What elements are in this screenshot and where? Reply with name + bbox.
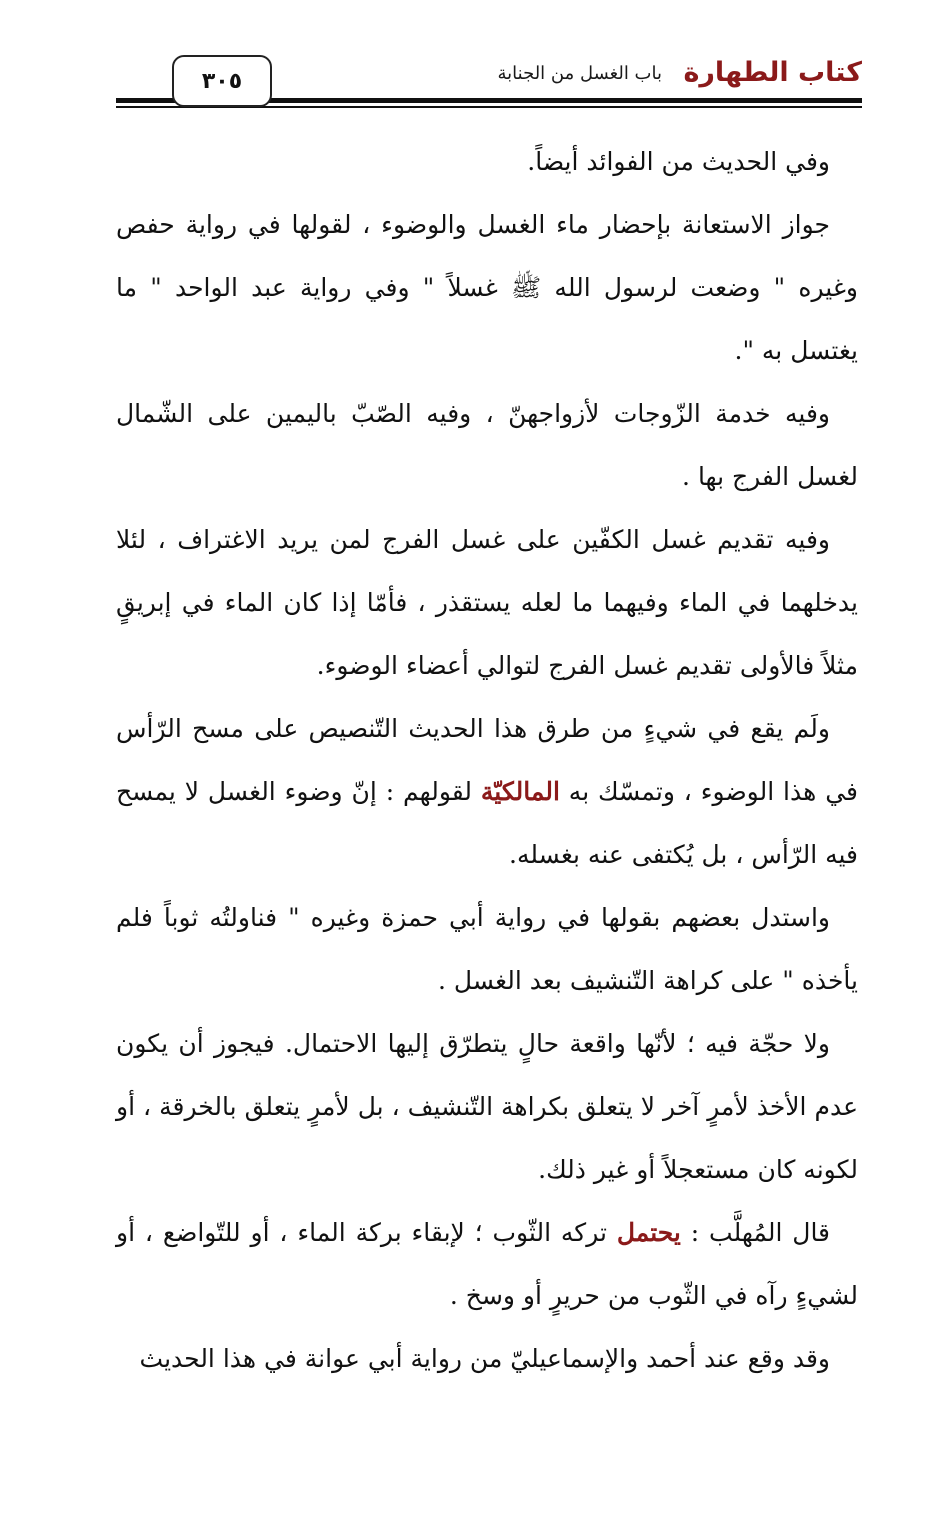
highlight-yahtamil: يحتمل [616, 1218, 681, 1247]
paragraph-5-text-end: لقولهم : إنّ وضوء الغسل لا يمسح فيه الرّأس ، بل يُكتفى عنه بغسله. [116, 777, 858, 869]
page-number: ٣٠٥ [172, 55, 272, 107]
book-title: كتاب الطهارة [683, 57, 862, 88]
paragraph-8 [116, 1201, 858, 1327]
page-body [116, 130, 858, 1390]
paragraph-7: ولا حجّة فيه ؛ لأنّها واقعة حالٍ يتطرّق إليها الاحتمال. فيجوز أن يكون عدم الأخذ لأمرٍ آخر لا يتعلق بكراهة التّنشيف ، بل لأمرٍ يتعلق بالخرقة ، أو لكونه كان مستعجلاً أو غير ذلك. [116, 1029, 858, 1184]
paragraph-3: وفيه خدمة الزّوجات لأزواجهنّ ، وفيه الصّبّ باليمين على الشّمال لغسل الفرج بها . [116, 399, 858, 491]
paragraph-8-text-end: تركه الثّوب ؛ لإبقاء بركة الماء ، أو للتّواضع ، أو لشيءٍ رآه في الثّوب من حريرٍ أو وسخ . [116, 1218, 858, 1310]
paragraph-4: وفيه تقديم غسل الكفّين على غسل الفرج لمن يريد الاغتراف ، لئلا يدخلهما في الماء وفيهما ما لعله يستقذر ، فأمّا إذا كان الماء في إبريقٍ مثلاً فالأولى تقديم غسل الفرج لتوالي أعضاء الوضوء. [116, 525, 858, 680]
chapter-title: باب الغسل من الجنابة [497, 63, 662, 84]
paragraph-8-text-start: قال المُهلَّب : [680, 1218, 831, 1247]
paragraph-5 [116, 697, 858, 886]
paragraph-5-text-start: ولَم يقع في شيءٍ من طرق هذا الحديث التّنصيص على مسح الرّأس في هذا الوضوء ، وتمسّك به [116, 714, 858, 806]
paragraph-9: وقد وقع عند أحمد والإسماعيليّ من رواية أبي عوانة في هذا الحديث [139, 1344, 830, 1373]
highlight-malikiyya: المالكيّة [480, 777, 560, 806]
paragraph-1: وفي الحديث من الفوائد أيضاً. [527, 147, 830, 176]
paragraph-2: جواز الاستعانة بإحضار ماء الغسل والوضوء ، لقولها في رواية حفص وغيره " وضعت لرسول الله ﷺ غسلاً " وفي رواية عبد الواحد " ما يغتسل به ". [116, 210, 858, 365]
paragraph-6: واستدل بعضهم بقولها في رواية أبي حمزة وغيره " فناولتُه ثوباً فلم يأخذه " على كراهة التّنشيف بعد الغسل . [116, 903, 858, 995]
